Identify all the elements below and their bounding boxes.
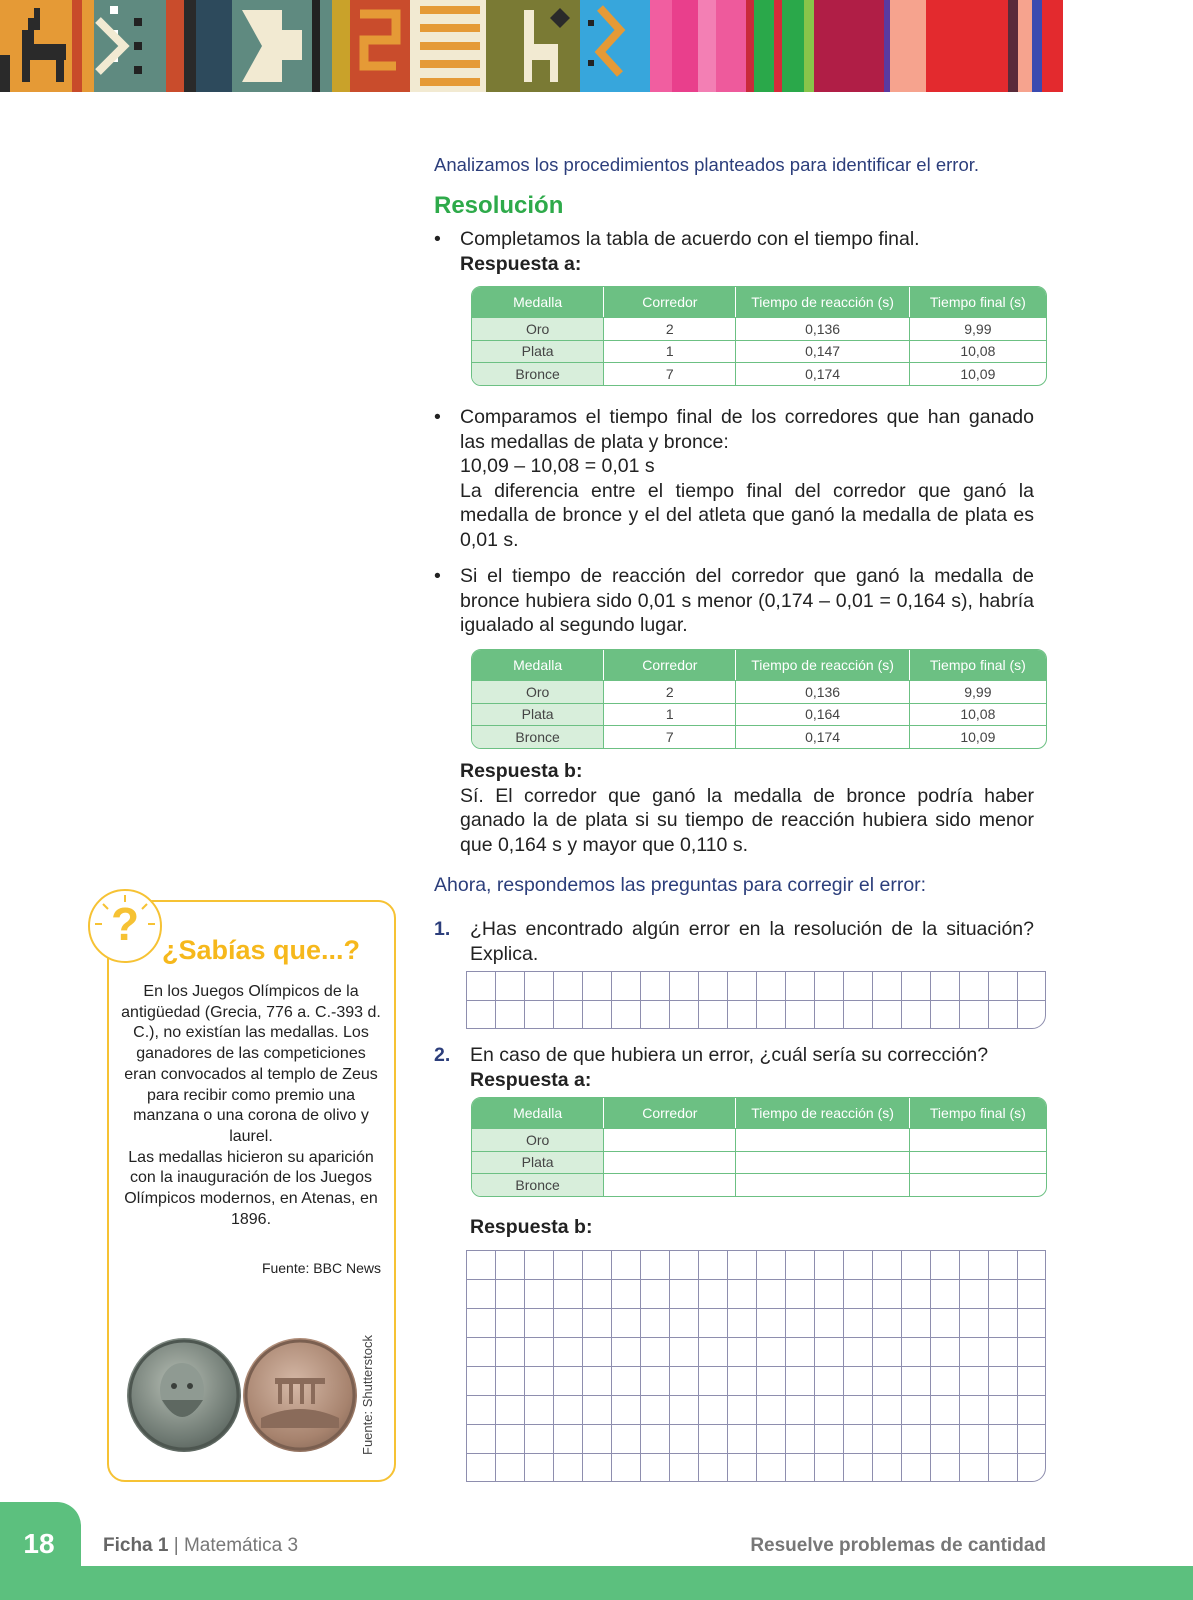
banner-stripe [94,0,166,92]
answer-cell[interactable] [604,1151,736,1174]
sabias-badge [88,889,162,963]
table-cell: 0,136 [736,317,909,340]
answer-cell[interactable] [910,1151,1046,1174]
sabias-paragraph-1: En los Juegos Olímpicos de la antigüedad (Grecia, 776 a. C.-393 d. C.), no existían las medallas. Los ganadores de las competiciones eran convocados al templo de Zeus para recibir como premio una manzana o una corona de olivo y laurel. [121,983,381,1145]
bullet-3 [434,564,1034,638]
table-1 [471,286,1047,386]
header-tiempo-reaccion: Tiempo de reacción (s) [736,287,909,317]
table-row [472,1151,1046,1174]
footer-subject: Matemática 3 [183,1535,299,1556]
table-header-row [472,650,1046,680]
pattern-icon [350,0,410,92]
bullet-2-line-3: La diferencia entre el tiempo final del corredor que ganó la medalla de bronce y el del atleta que ganó la medalla de plata es 0,01 s. [460,479,1034,551]
table-header-row [472,1098,1046,1128]
table-row [472,680,1046,703]
table-cell: 0,136 [736,680,909,703]
bullet-icon: • [434,406,441,428]
table-cell: Plata [472,703,604,726]
page-number: 18 [23,1528,55,1559]
llama-icon [0,0,94,92]
answer-cell[interactable] [910,1173,1046,1196]
bullet-2-equation: 10,09 – 10,08 = 0,01 s [460,455,655,477]
footer-competencia: Resuelve problemas de cantidad [750,1535,1046,1556]
banner-stripe [1008,0,1018,92]
banner-stripe [1018,0,1032,92]
banner-stripe [184,0,196,92]
table-3 [471,1097,1047,1197]
sabias-source: Fuente: BBC News [261,1260,381,1276]
table-cell: 10,09 [910,725,1046,748]
intro-text: Analizamos los procedimientos planteados para identificar el error. [434,154,980,175]
pattern-icon [94,0,166,92]
banner-stripe [166,0,184,92]
header-tiempo-final: Tiempo final (s) [910,650,1046,680]
question-1 [434,917,1034,966]
footer-bar [0,1566,1193,1600]
table-cell: Oro [472,680,604,703]
banner-stripe [672,0,698,92]
banner-stripe [580,0,650,92]
table-cell: 1 [604,703,736,726]
banner-stripe [926,0,1008,92]
header-medalla: Medalla [472,1098,604,1128]
banner-stripe [650,0,672,92]
question-2-respuesta-b: Respuesta b: [470,1216,593,1238]
banner-stripe [754,0,774,92]
table-cell: 10,08 [910,703,1046,726]
bullet-icon: • [434,565,441,587]
header-corredor: Corredor [604,287,736,317]
table-row [472,362,1046,385]
banner-stripe [1032,0,1042,92]
table-row [472,340,1046,363]
table-cell: 7 [604,362,736,385]
footer-separator: | [173,1535,179,1556]
banner-stripe [500,0,580,92]
bullet-1-text: Completamos la tabla de acuerdo con el tiempo final. [460,228,920,250]
table-cell: 2 [604,680,736,703]
answer-grid-1[interactable] [466,971,1046,1029]
table-cell: Bronce [472,1173,604,1196]
question-2 [434,1043,1034,1092]
table-cell: Oro [472,317,604,340]
table-cell: 0,164 [736,703,909,726]
question-2-respuesta-a: Respuesta a: [470,1068,592,1091]
zeus-medal-image [127,1338,241,1452]
banner-stripe [410,0,500,92]
table-cell: 9,99 [910,317,1046,340]
header-medalla: Medalla [472,287,604,317]
answer-cell[interactable] [736,1128,909,1151]
question-1-number: 1. [434,918,451,940]
footer-ficha [103,1535,298,1557]
banner-stripe [698,0,716,92]
table-cell: Bronce [472,362,604,385]
table-cell: 7 [604,725,736,748]
banner-stripe [814,0,884,92]
table-cell: 1 [604,340,736,363]
banner-stripe [350,0,410,92]
header-tiempo-final: Tiempo final (s) [910,287,1046,317]
llama-icon [500,0,580,92]
ahora-heading: Ahora, respondemos las preguntas para corregir el error: [434,874,927,896]
question-mark-icon: ? [110,898,140,950]
acropolis-medal-image [243,1338,357,1452]
header-medalla: Medalla [472,650,604,680]
table-cell: Bronce [472,725,604,748]
banner-llama-band [0,0,94,92]
table-cell: 9,99 [910,680,1046,703]
table-cell: 0,147 [736,340,909,363]
answer-cell[interactable] [736,1173,909,1196]
question-1-text: ¿Has encontrado algún error en la resolución de la situación? Explica. [470,918,1034,965]
header-tiempo-reaccion: Tiempo de reacción (s) [736,650,909,680]
header-tiempo-final: Tiempo final (s) [910,1098,1046,1128]
banner-stripe [774,0,782,92]
answer-cell[interactable] [604,1128,736,1151]
table-row [472,1128,1046,1151]
banner-stripe [890,0,926,92]
pattern-icon [580,0,650,92]
banner-stripe [1042,0,1063,92]
resolucion-title: Resolución [434,192,564,219]
table-cell: Oro [472,1128,604,1151]
question-2-number: 2. [434,1044,451,1066]
respuesta-b-block [434,759,1034,857]
sabias-paragraph-2: Las medallas hicieron su aparición con la inauguración de los Juegos Olímpicos modernos, en Atenas, en 1896. [124,1148,378,1228]
respuesta-b-text: Sí. El corredor que ganó la medalla de bronce podría haber ganado la de plata si su tiempo de reacción hubiera sido menor que 0,164 s y mayor que 0,110 s. [460,784,1034,856]
answer-grid-2[interactable] [466,1250,1046,1482]
table-row [472,703,1046,726]
ficha-label: Ficha 1 [103,1535,169,1556]
header-tiempo-reaccion: Tiempo de reacción (s) [736,1098,909,1128]
table-cell: 0,174 [736,362,909,385]
bullet-3-text: Si el tiempo de reacción del corredor que ganó la medalla de bronce hubiera sido 0,01 s menor (0,174 – 0,01 = 0,164 s), habría igualado al segundo lugar. [460,565,1034,636]
table-row [472,317,1046,340]
banner-stripe [332,0,350,92]
answer-cell[interactable] [910,1128,1046,1151]
banner-stripe [804,0,814,92]
image-credit: Fuente: Shutterstock [360,1335,375,1455]
respuesta-a-label: Respuesta a: [460,252,582,275]
table-cell: 0,174 [736,725,909,748]
answer-cell[interactable] [604,1173,736,1196]
header-banner [0,0,1193,92]
bullet-2-line-1: Comparamos el tiempo final de los corredores que han ganado las medallas de plata y bronce: [460,406,1034,453]
bullet-icon: • [434,228,441,250]
table-cell: 10,09 [910,362,1046,385]
zeus-face-icon [127,1338,241,1452]
pattern-icon [410,0,500,92]
sabias-title: ¿Sabías que...? [162,935,361,965]
table-2 [471,649,1047,749]
pattern-icon [232,0,332,92]
banner-stripe [196,0,232,92]
sabias-text [120,982,382,1230]
respuesta-b-label: Respuesta b: [460,760,583,782]
header-corredor: Corredor [604,1098,736,1128]
question-2-respuesta-b-block [434,1215,1034,1240]
bullet-2 [434,405,1034,552]
question-2-text: En caso de que hubiera un error, ¿cuál sería su corrección? [470,1044,989,1066]
table-cell: Plata [472,340,604,363]
table-cell: Plata [472,1151,604,1174]
banner-stripe [782,0,804,92]
table-row [472,1173,1046,1196]
banner-stripe [716,0,746,92]
answer-cell[interactable] [736,1151,909,1174]
bullet-1 [434,227,1034,276]
table-header-row [472,287,1046,317]
table-cell: 2 [604,317,736,340]
table-cell: 10,08 [910,340,1046,363]
banner-stripe [232,0,332,92]
acropolis-icon [243,1338,357,1452]
header-corredor: Corredor [604,650,736,680]
table-row [472,725,1046,748]
banner-stripe [746,0,754,92]
